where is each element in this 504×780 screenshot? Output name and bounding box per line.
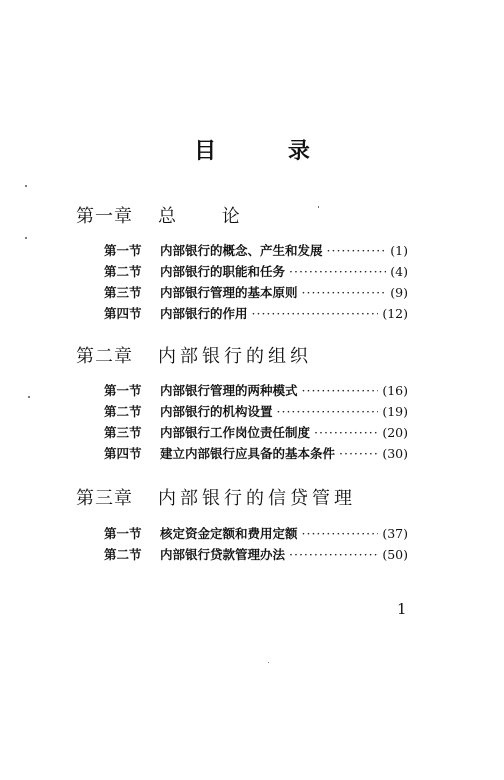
section-page: (12): [382, 305, 408, 321]
section-page: (37): [382, 525, 408, 541]
chapter-number: 第二章: [76, 346, 133, 367]
section-title: 内部银行管理的两种模式: [160, 383, 298, 398]
section-page: (4): [390, 263, 408, 279]
section-label: 第三节: [104, 285, 142, 300]
section-title: 内部银行工作岗位责任制度: [160, 425, 311, 440]
section-page: (16): [382, 382, 408, 398]
chapter-number: 第三章: [76, 488, 133, 509]
scan-speck: [28, 396, 30, 398]
toc-entry[interactable]: [104, 523, 408, 543]
toc-entry[interactable]: [104, 261, 408, 281]
section-page: (30): [382, 445, 408, 461]
toc-entry[interactable]: [104, 422, 408, 442]
section-title: 核定资金定额和费用定额: [160, 526, 298, 541]
scan-speck: [25, 185, 27, 187]
section-title: 内部银行管理的基本原则: [160, 285, 298, 300]
section-page: (9): [390, 284, 408, 300]
section-title: 内部银行的概念、产生和发展: [160, 243, 323, 258]
section-page: (19): [382, 403, 408, 419]
toc-entry[interactable]: [104, 443, 408, 463]
chapter-heading: [76, 484, 356, 510]
section-label: 第四节: [104, 446, 142, 461]
scan-speck: [25, 237, 27, 239]
leader-dots: [302, 526, 379, 541]
section-title: 建立内部银行应具备的基本条件: [160, 446, 336, 461]
toc-entry[interactable]: [104, 303, 408, 323]
scan-speck: [318, 206, 319, 208]
chapter-title: 内部银行的信贷管理: [158, 488, 356, 509]
leader-dots: [302, 383, 379, 398]
chapter-heading: [76, 342, 312, 368]
chapter-heading: [76, 202, 260, 228]
toc-entry[interactable]: [104, 544, 408, 564]
section-label: 第一节: [104, 243, 142, 258]
leader-dots: [327, 243, 387, 258]
section-label: 第二节: [104, 404, 142, 419]
leader-dots: [252, 306, 379, 321]
section-label: 第二节: [104, 264, 142, 279]
section-page: (1): [390, 242, 408, 258]
section-page: (20): [382, 424, 408, 440]
section-title: 内部银行的作用: [160, 306, 248, 321]
chapter-number: 第一章: [76, 206, 133, 227]
section-label: 第一节: [104, 383, 142, 398]
section-page: (50): [382, 546, 408, 562]
section-label: 第四节: [104, 306, 142, 321]
section-title: 内部银行的职能和任务: [160, 264, 286, 279]
page-number: 1: [397, 600, 407, 618]
scan-speck: [268, 662, 269, 663]
chapter-title: 内部银行的组织: [158, 346, 312, 367]
toc-entry[interactable]: [104, 282, 408, 302]
section-label: 第二节: [104, 547, 142, 562]
leader-dots: [277, 404, 379, 419]
section-label: 第一节: [104, 526, 142, 541]
section-title: 内部银行贷款管理办法: [160, 547, 286, 562]
section-label: 第三节: [104, 425, 142, 440]
leader-dots: [289, 264, 386, 279]
section-title: 内部银行的机构设置: [160, 404, 273, 419]
leader-dots: [302, 285, 387, 300]
leader-dots: [339, 446, 378, 461]
chapter-title: 总 论: [158, 206, 260, 227]
leader-dots: [314, 425, 378, 440]
toc-title: 目 录: [194, 138, 342, 164]
toc-entry[interactable]: [104, 240, 408, 260]
toc-entry[interactable]: [104, 380, 408, 400]
toc-entry[interactable]: [104, 401, 408, 421]
leader-dots: [289, 547, 378, 562]
